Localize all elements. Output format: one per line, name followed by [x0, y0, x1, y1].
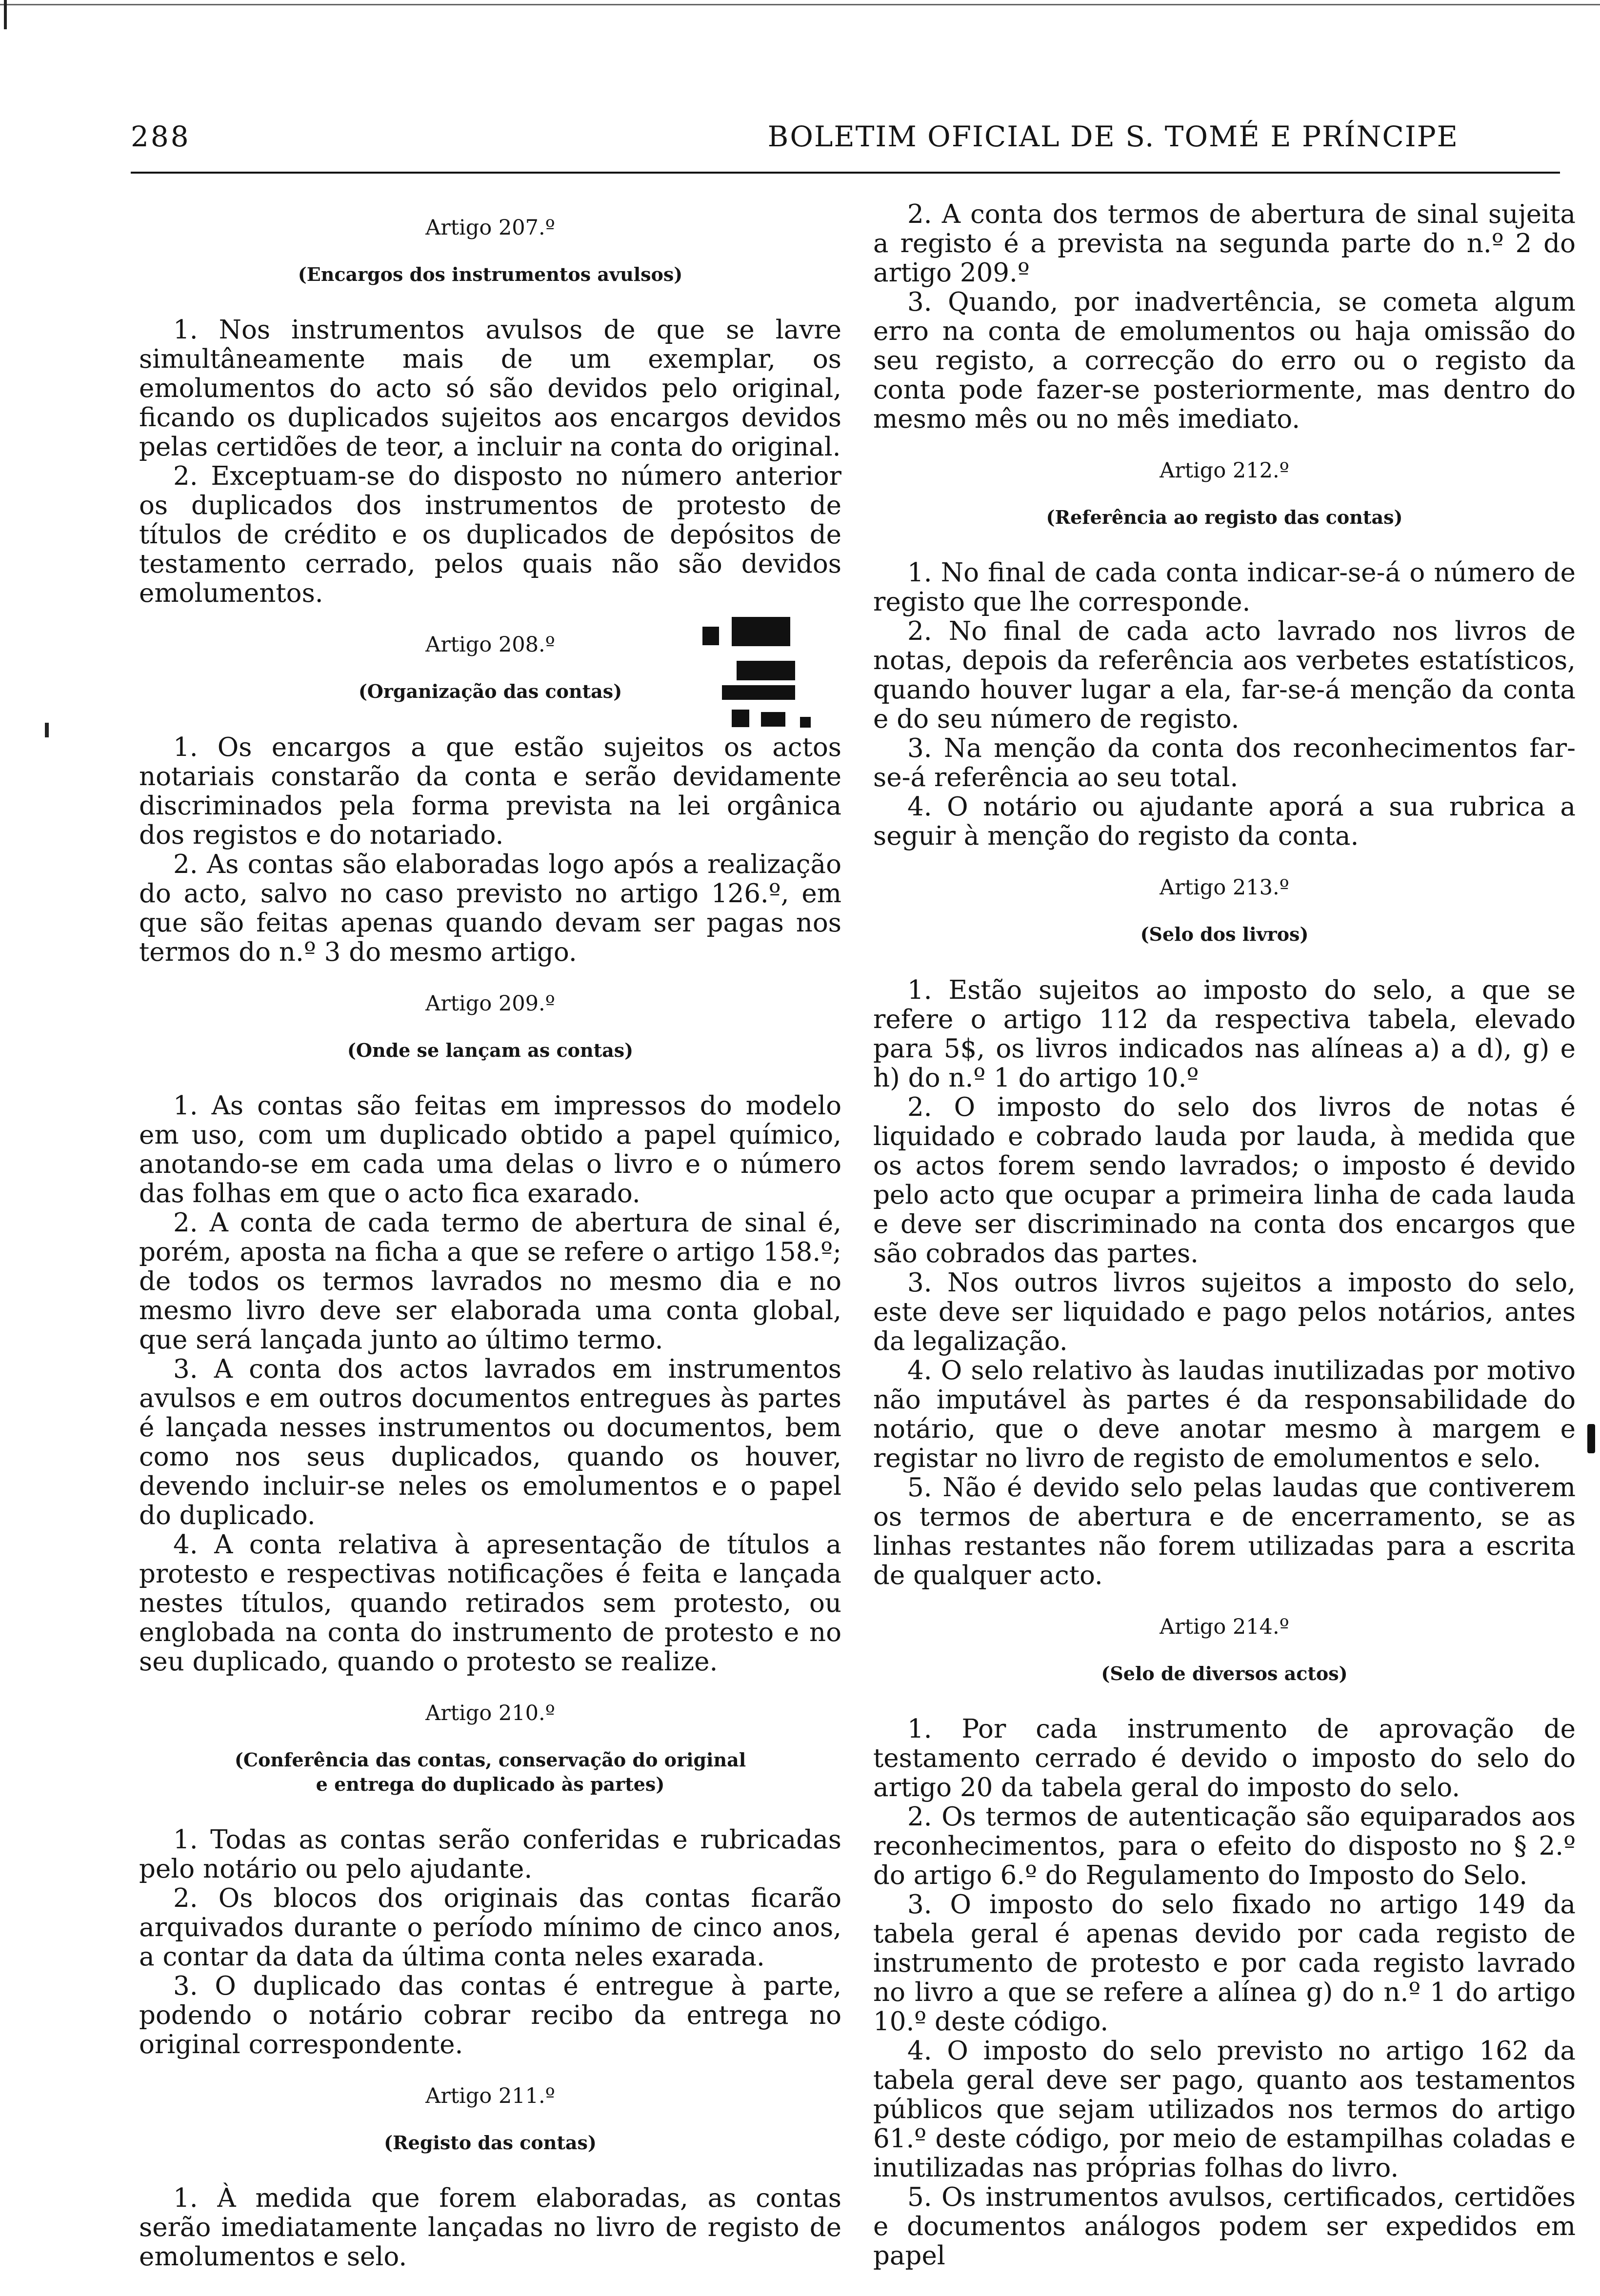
- paragraph: 2. Os termos de autenticação são equiparados aos reconhecimentos, para o efeito do disposto no § 2.º do artigo 6.º do Regulamento do Imposto do Selo.: [873, 1802, 1576, 1891]
- paragraph: 3. Nos outros livros sujeitos a imposto do selo, este deve ser liquidado e pago pelos notários, antes da legalização.: [873, 1267, 1576, 1356]
- paragraph: 4. O imposto do selo previsto no artigo 162 da tabela geral deve ser pago, quanto aos testamentos públicos que sejam utilizados nos termos do artigo 61.º deste código, por meio de estampilhas coladas e inutilizadas nas próprias folhas do livro.: [873, 2036, 1576, 2183]
- paragraph: 4. A conta relativa à apresentação de títulos a protesto e respectivas notificações é feita e lançada nestes títulos, quando retirados sem protesto, ou englobada na conta do instrumento de protesto e no seu duplicado, quando o protesto se realize.: [139, 1530, 841, 1677]
- left-column: [139, 205, 841, 2296]
- paragraph: 3. O imposto do selo fixado no artigo 149 da tabela geral é apenas devido por cada registo de instrumento de protesto e por cada registo lavrado no livro a que se refere a alínea g) do n.º 1 do artigo 10.º deste código.: [873, 1890, 1576, 2037]
- article-subtitle: (Organização das contas): [358, 680, 622, 703]
- article-title: Artigo 209.º: [425, 991, 555, 1016]
- paragraph: 2. No final de cada acto lavrado nos livros de notas, depois da referência aos verbetes estatísticos, quando houver lugar a ela, far-se-á menção da conta e do seu número de registo.: [873, 616, 1576, 734]
- page-edge-line: [0, 4, 1600, 5]
- paragraph: 5. Os instrumentos avulsos, certificados, certidões e documentos análogos podem ser expedidos em papel: [873, 2182, 1576, 2271]
- corner-scan-mark: [4, 0, 7, 29]
- article-title: Artigo 214.º: [1160, 1614, 1289, 1639]
- paragraph: 2. As contas são elaboradas logo após a realização do acto, salvo no caso previsto no artigo 126.º, em que são feitas apenas quando devam ser pagas nos termos do n.º 3 do mesmo artigo.: [139, 849, 841, 967]
- article-subtitle: (Referência ao registo das contas): [1046, 506, 1403, 528]
- article-207: [139, 216, 841, 608]
- paragraph: 2. A conta dos termos de abertura de sinal sujeita a registo é a prevista na segunda parte do n.º 2 do artigo 209.º: [873, 199, 1576, 288]
- paragraph: 3. Na menção da conta dos reconhecimentos far-se-á referência ao seu total.: [873, 733, 1576, 793]
- paragraph: 3. A conta dos actos lavrados em instrumentos avulsos e em outros documentos entregues às partes é lançada nesses instrumentos ou documentos, bem como nos seus duplicados, quando os houver, devendo incluir-se neles os emolumentos e o papel do duplicado.: [139, 1354, 841, 1531]
- paragraph: 2. Exceptuam-se do disposto no número anterior os duplicados dos instrumentos de protesto de títulos de crédito e os duplicados de depósitos de testamento cerrado, pelos quais não são devidos emolumentos.: [139, 461, 841, 609]
- paragraph: 3. O duplicado das contas é entregue à parte, podendo o notário cobrar recibo da entrega no original correspondente.: [139, 1971, 841, 2059]
- article-213: [873, 875, 1576, 1590]
- article-210: [139, 1701, 841, 2059]
- journal-title: BOLETIM OFICIAL DE S. TOMÉ E PRÍNCIPE: [767, 120, 1459, 153]
- article-title: Artigo 213.º: [1160, 875, 1289, 900]
- margin-mark: [45, 723, 49, 737]
- article-subtitle: (Onde se lançam as contas): [347, 1039, 634, 1061]
- paragraph: 4. O notário ou ajudante aporá a sua rubrica a seguir à menção do registo da conta.: [873, 792, 1576, 851]
- right-column: [873, 199, 1576, 2295]
- paragraph: 2. Os blocos dos originais das contas ficarão arquivados durante o período mínimo de cinco anos, a contar da data da última conta neles exarada.: [139, 1883, 841, 1972]
- scan-stamp-mark: [702, 617, 824, 729]
- paragraph: 3. Quando, por inadvertência, se cometa algum erro na conta de emolumentos ou haja omissão do seu registo, a correcção do erro ou o registo da conta pode fazer-se posteriormente, mas dentro do mesmo mês ou no mês imediato.: [873, 287, 1576, 434]
- paragraph: 1. Todas as contas serão conferidas e rubricadas pelo notário ou pelo ajudante.: [139, 1824, 841, 1884]
- paragraph: 1. As contas são feitas em impressos do modelo em uso, com um duplicado obtido a papel químico, anotando-se em cada uma delas o livro e o número das folhas em que o acto fica exarado.: [139, 1091, 841, 1209]
- header-rule: [131, 172, 1560, 174]
- paragraph: 1. No final de cada conta indicar-se-á o número de registo que lhe corresponde.: [873, 558, 1576, 617]
- paragraph: 5. Não é devido selo pelas laudas que contiverem os termos de abertura e de encerramento, se as linhas restantes não forem utilizadas para a escrita de qualquer acto.: [873, 1472, 1576, 1590]
- article-211: [139, 2084, 841, 2272]
- paragraph: 1. Nos instrumentos avulsos de que se lavre simultâneamente mais de um exemplar, os emolumentos do acto só são devidos pelo original, ficando os duplicados sujeitos aos encargos devidos pelas certidões de teor, a incluir na conta do original.: [139, 315, 841, 462]
- paragraph: 2. O imposto do selo dos livros de notas é liquidado e cobrado lauda por lauda, à medida que os actos forem sendo lavrados; o imposto é devido pelo acto que ocupar a primeira linha de cada lauda e deve ser discriminado na conta dos encargos que são cobrados das partes.: [873, 1092, 1576, 1268]
- article-212: [873, 458, 1576, 851]
- article-214: [873, 1615, 1576, 2271]
- paragraph: 1. Os encargos a que estão sujeitos os actos notariais constarão da conta e serão devidamente discriminados pela forma prevista na lei orgânica dos registos e do notariado.: [139, 732, 841, 850]
- article-subtitle: (Encargos dos instrumentos avulsos): [298, 263, 683, 285]
- paragraph: 4. O selo relativo às laudas inutilizadas por motivo não imputável às partes é da responsabilidade do notário, que o deve anotar mesmo à margem e registar no livro de registo de emolumentos e selo.: [873, 1355, 1576, 1473]
- article-title: Artigo 208.º: [425, 633, 555, 657]
- article-subtitle: (Registo das contas): [384, 2131, 597, 2154]
- article-209: [139, 991, 841, 1677]
- article-title: Artigo 207.º: [425, 216, 555, 240]
- article-subtitle: (Selo dos livros): [1140, 923, 1309, 946]
- article-title: Artigo 212.º: [1160, 458, 1289, 483]
- paragraph: 2. A conta de cada termo de abertura de sinal é, porém, aposta na ficha a que se refere o artigo 158.º; de todos os termos lavrados no mesmo dia e no mesmo livro deve ser elaborada uma conta global, que será lançada junto ao último termo.: [139, 1208, 841, 1355]
- article-title: Artigo 210.º: [425, 1701, 555, 1726]
- page-number: 288: [131, 120, 191, 153]
- paragraph: 1. Por cada instrumento de aprovação de testamento cerrado é devido o imposto do selo do artigo 20 da tabela geral do imposto do selo.: [873, 1714, 1576, 1803]
- article-subtitle: (Conferência das contas, conservação do original e entrega do duplicado às partes): [234, 1749, 746, 1795]
- article-title: Artigo 211.º: [425, 2083, 555, 2108]
- article-211-continued: [873, 200, 1576, 434]
- margin-mark: [1587, 1424, 1595, 1453]
- paragraph: 1. Estão sujeitos ao imposto do selo, a que se refere o artigo 112 da respectiva tabela, elevado para 5$, os livros indicados nas alíneas a) a d), g) e h) do n.º 1 do artigo 10.º: [873, 975, 1576, 1093]
- paragraph: 1. À medida que forem elaboradas, as contas serão imediatamente lançadas no livro de registo de emolumentos e selo.: [139, 2183, 841, 2272]
- article-subtitle: (Selo de diversos actos): [1101, 1662, 1348, 1684]
